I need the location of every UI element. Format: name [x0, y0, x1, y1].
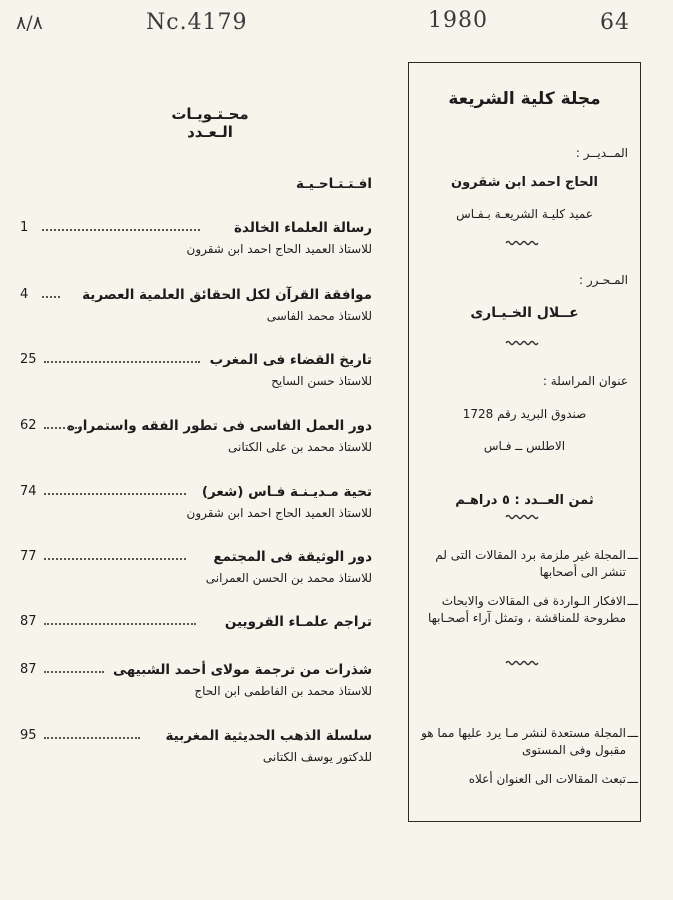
toc-entry-page: 87 — [20, 614, 37, 629]
toc-entry-author: للاستاذ العميد الحاج احمد ابن شقرون — [186, 242, 372, 256]
note-4: ـــ تبعث المقالات الى العنوان أعلاه — [468, 772, 638, 786]
toc-entry — [20, 352, 372, 396]
note-2: ـــ الافكار الـواردة فى المقالات والابحاث مطروحة للمناقشة ، وتمثل آراء أصحـابها — [427, 594, 638, 625]
toc-entry-title: تحية مـديـنـة فـاس (شعر) — [201, 484, 372, 500]
toc-entry-page: 77 — [20, 549, 37, 564]
toc-entry-page: 25 — [20, 352, 37, 367]
toc-entry-title: دور الوثيقة فى المجتمع — [213, 549, 372, 565]
handwritten-mark-left: ٨/٨ — [16, 12, 43, 34]
toc-entry-title: تراجم علمـاء القرويين — [224, 614, 372, 630]
director-label: المــديــر : — [575, 146, 628, 160]
director-name: الحاج احمد ابن شقرون — [450, 175, 599, 190]
wave-divider — [505, 239, 539, 247]
handwritten-catalog-number: Nc.4179 — [146, 10, 248, 35]
toc-entry-author: للاستاذ العميد الحاج احمد ابن شقرون — [186, 506, 372, 520]
director-role: عميد كليـة الشريعـة بـفـاس — [456, 207, 593, 221]
note-3: ـــ المجلة مستعدة لنشر مـا يرد عليها مما هو مقبول وفى المستوى — [421, 726, 638, 757]
toc-entry-author: للاستاذ محمد بن الفاطمى ابن الحاج — [194, 684, 372, 698]
toc-entry-author: للاستاذ حسن السايح — [271, 374, 372, 388]
masthead-box — [408, 62, 641, 822]
handwritten-year: 1980 — [428, 8, 488, 33]
toc-entry-author: للاستاذ محمد الفاسى — [266, 309, 372, 323]
editor-label: المـحـرر : — [579, 273, 628, 287]
issue-price: ثمن العــدد : ٥ دراهـم — [455, 493, 594, 508]
toc-entry-title: شذرات من ترجمة مولاى أحمد الشبيهى — [113, 662, 372, 678]
toc-entry-title: تاريخ القضاء فى المغرب — [209, 352, 372, 368]
toc-entry — [20, 662, 372, 706]
po-box: صندوق البريد رقم 1728 — [462, 407, 587, 421]
toc-entry-author: للاستاذ محمد بن الحسن العمرانى — [205, 571, 372, 585]
toc-entry — [20, 614, 372, 658]
handwritten-page-number: 64 — [600, 10, 630, 35]
wave-divider — [505, 513, 539, 521]
toc-entry-author: للاستاذ محمد بن على الكتانى — [227, 440, 372, 454]
toc-entry-author: للدكتور يوسف الكتانى — [262, 750, 372, 764]
toc-entry — [20, 484, 372, 528]
toc-entry-title: افـتـتـاحـيـة — [295, 176, 372, 192]
toc-entry-page: 62 — [20, 418, 37, 433]
wave-divider — [505, 339, 539, 347]
toc-entry-title: موافقة القرآن لكل الحقائق العلمية العصرية — [82, 287, 372, 303]
wave-divider — [505, 659, 539, 667]
editor-name: عــلال الخـيـارى — [470, 305, 579, 321]
toc-entry — [20, 287, 372, 331]
city: الاطلس ــ فـاس — [483, 439, 566, 453]
toc-entry-page: 87 — [20, 662, 37, 677]
toc-entry — [20, 176, 372, 220]
toc-entry — [20, 728, 372, 772]
toc-entry-page: 74 — [20, 484, 37, 499]
toc-entry — [20, 418, 372, 462]
toc-entry — [20, 220, 372, 264]
note-1: ـــ المجلة غير ملزمة برد المقالات التى لم تنشر الى أصحابها — [435, 548, 638, 579]
toc-entry-page: 4 — [20, 287, 29, 302]
toc-entry — [20, 549, 372, 593]
toc-entry-page: 95 — [20, 728, 37, 743]
toc-entry-page: 1 — [20, 220, 29, 235]
address-label: عنوان المراسلة : — [542, 374, 628, 388]
toc-entry-title: رسالة العلماء الخالدة — [234, 220, 372, 236]
toc-entry-title: سلسلة الذهب الحديثية المغربية — [165, 728, 372, 744]
toc-heading: محـتـويـات الـعـدد — [171, 105, 249, 141]
journal-title: مجلة كلية الشريعة — [448, 89, 601, 109]
toc-entry-title: دور العمل الفاسى فى تطور الفقه واستمراره — [66, 418, 372, 434]
